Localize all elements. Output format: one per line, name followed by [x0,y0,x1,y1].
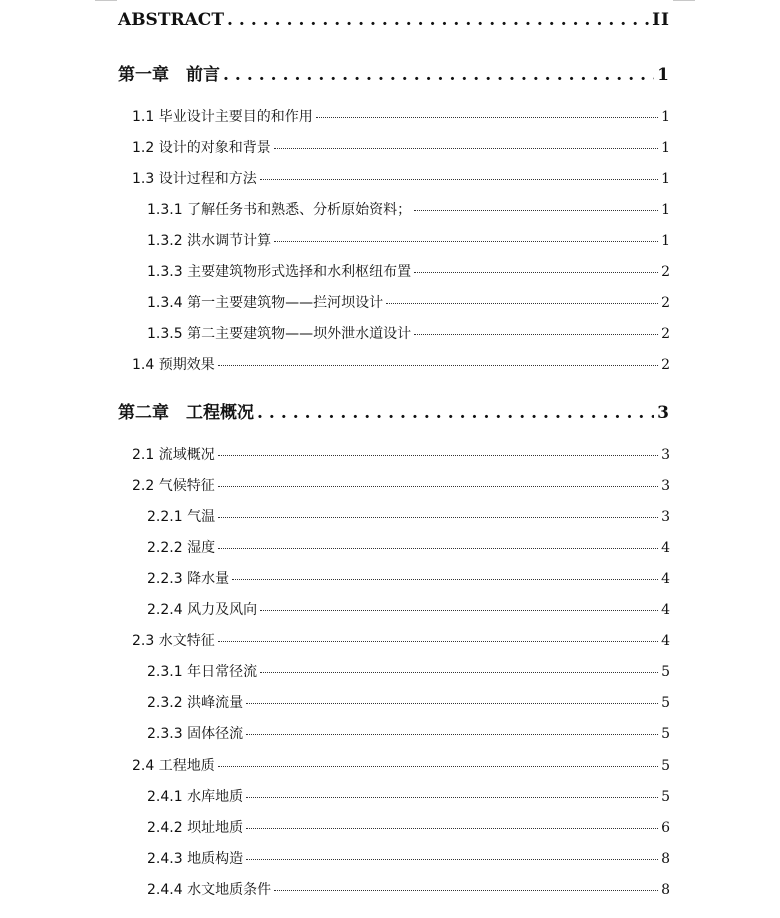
toc-entry-1-4[interactable] [132,354,670,374]
toc-entry-2-3-2[interactable] [147,692,670,712]
toc-leader [386,303,658,304]
toc-leader [414,334,658,335]
toc-label: 1.4 预期效果 [132,357,215,373]
toc-entry-2-3[interactable] [132,630,670,650]
toc-entry-1-1[interactable] [132,106,670,126]
toc-page-number: 3 [657,403,670,423]
toc-leader [260,672,658,673]
toc-leader [274,890,658,891]
toc-entry-2-4-3[interactable] [147,848,670,868]
toc-page-number: 4 [661,571,670,587]
toc-entry-1-3-3[interactable] [147,261,670,281]
toc-page-number: 1 [657,65,670,85]
toc-leader [218,486,658,487]
toc-entry-1-2[interactable] [132,137,670,157]
toc-page-number: II [652,10,670,30]
toc-label: 2.4 工程地质 [132,758,215,774]
toc-label: 1.3.4 第一主要建筑物——拦河坝设计 [147,295,384,311]
toc-page-number: 3 [661,447,670,463]
toc-page-number: 4 [661,633,670,649]
toc-page-number: 5 [661,758,670,774]
toc-entry-2-2-1[interactable] [147,506,670,526]
toc-entry-2-4-1[interactable] [147,786,670,806]
toc-page-number: 8 [661,882,670,898]
toc-label: 1.3 设计过程和方法 [132,171,257,187]
toc-page-number: 5 [661,726,670,742]
toc-label: 2.4.3 地质构造 [147,851,244,867]
toc-leader [218,641,658,642]
toc-entry-abstract[interactable] [118,10,670,30]
toc-leader [316,117,658,118]
toc-label: 2.2.2 湿度 [147,540,216,556]
toc-entry-chapter-2[interactable] [118,398,670,423]
toc-label: 2.3 水文特征 [132,633,215,649]
toc-leader [223,65,654,85]
toc-page-number: 2 [661,326,670,342]
toc-label: ABSTRACT [118,10,224,30]
toc-entry-2-1[interactable] [132,444,670,464]
toc-leader [227,10,649,30]
toc-entry-2-2-4[interactable] [147,599,670,619]
toc-page-number: 3 [661,478,670,494]
toc-leader [260,179,658,180]
toc-label: 2.2.3 降水量 [147,571,230,587]
toc-label: 1.2 设计的对象和背景 [132,140,271,156]
toc-leader [218,766,658,767]
toc-page-number: 1 [661,233,670,249]
toc-entry-1-3-1[interactable] [147,199,670,219]
toc-label: 2.2.1 气温 [147,509,216,525]
toc-leader [218,517,658,518]
toc-label: 第一章 前言 [118,65,220,85]
toc-label: 2.1 流域概况 [132,447,215,463]
toc-entry-2-2-2[interactable] [147,537,670,557]
toc-leader [257,403,654,423]
toc-entry-2-2-3[interactable] [147,568,670,588]
toc-entry-2-4[interactable] [132,755,670,775]
toc-label: 2.4.1 水库地质 [147,789,244,805]
toc-leader [218,548,658,549]
toc-label: 2.3.1 年日常径流 [147,664,258,680]
toc-entry-1-3-2[interactable] [147,230,670,250]
toc-entry-2-3-3[interactable] [147,723,670,743]
toc-leader [274,241,658,242]
toc-page-number: 4 [661,540,670,556]
toc-entry-2-2[interactable] [132,475,670,495]
toc-entry-1-3-4[interactable] [147,292,670,312]
toc-label: 1.3.5 第二主要建筑物——坝外泄水道设计 [147,326,412,342]
toc-leader [246,859,658,860]
toc-entry-2-4-2[interactable] [147,817,670,837]
toc-label: 1.3.2 洪水调节计算 [147,233,272,249]
toc-leader [246,734,658,735]
toc-page-number: 5 [661,695,670,711]
toc-page-number: 1 [661,171,670,187]
toc-page-number: 1 [661,109,670,125]
toc-label: 2.2 气候特征 [132,478,215,494]
toc-label: 2.3.3 固体径流 [147,726,244,742]
toc-leader [260,610,658,611]
toc-leader [246,797,658,798]
toc-label: 第二章 工程概况 [118,403,254,423]
toc-entry-1-3[interactable] [132,168,670,188]
toc-leader [246,828,658,829]
toc-leader [246,703,658,704]
toc-leader [232,579,658,580]
toc-label: 2.2.4 风力及风向 [147,602,258,618]
toc-page-number: 6 [661,820,670,836]
toc-leader [218,455,658,456]
toc-label: 1.3.1 了解任务书和熟悉、分析原始资料； [147,202,412,218]
toc-page-number: 2 [661,357,670,373]
toc-label: 1.1 毕业设计主要目的和作用 [132,109,313,125]
toc-label: 2.4.2 坝址地质 [147,820,244,836]
toc-leader [218,365,658,366]
toc-page-number: 2 [661,264,670,280]
toc-page-number: 2 [661,295,670,311]
toc-page-number: 3 [661,509,670,525]
toc-leader [414,272,658,273]
toc-page-number: 4 [661,602,670,618]
toc-leader [414,210,658,211]
toc-entry-2-3-1[interactable] [147,661,670,681]
toc-entry-2-4-4[interactable] [147,879,670,899]
toc-entry-1-3-5[interactable] [147,323,670,343]
toc-page-number: 5 [661,664,670,680]
toc-label: 2.3.2 洪峰流量 [147,695,244,711]
toc-leader [274,148,658,149]
toc-page-number: 8 [661,851,670,867]
toc-page-number: 1 [661,202,670,218]
toc-page-number: 1 [661,140,670,156]
toc-label: 2.4.4 水文地质条件 [147,882,272,898]
toc-entry-chapter-1[interactable] [118,60,670,85]
toc-label: 1.3.3 主要建筑物形式选择和水利枢纽布置 [147,264,412,280]
toc-page-number: 5 [661,789,670,805]
